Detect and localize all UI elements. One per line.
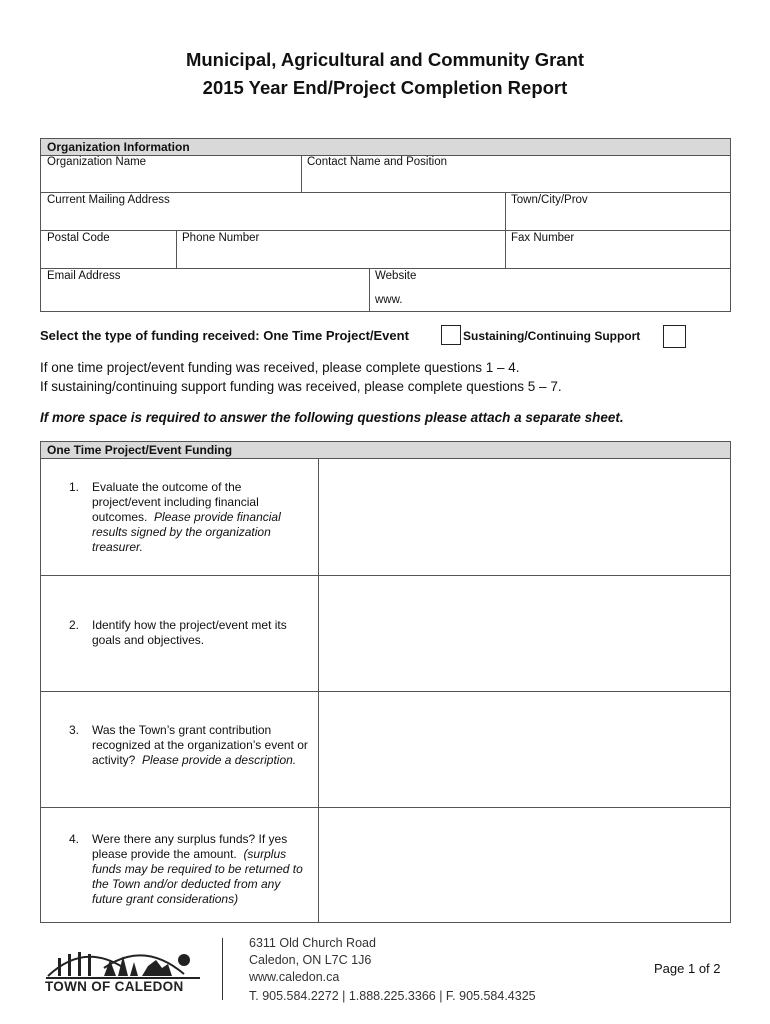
mailing-address-field[interactable]: Current Mailing Address — [47, 194, 170, 206]
website-field[interactable]: www. — [375, 294, 403, 306]
one-time-funding-header — [41, 442, 730, 459]
answer-3-area[interactable] — [319, 692, 729, 806]
divider — [176, 231, 177, 269]
answer-2-area[interactable] — [319, 576, 729, 690]
organization-info-title: Organization Information — [47, 140, 190, 154]
question-text: Identify how the project/event met its goals and objectives. — [92, 618, 287, 647]
contact-name-field[interactable]: Contact Name and Position — [307, 156, 447, 168]
organization-name-field[interactable]: Organization Name — [47, 156, 147, 168]
email-address-field[interactable]: Email Address — [47, 270, 121, 282]
question-note: (surplus funds may be required to be returned to the Town and/or deducted from any future grant considerations) — [92, 847, 303, 906]
space-note: If more space is required to answer the following questions please attach a separate sheet. — [40, 410, 624, 425]
answer-4-area[interactable] — [319, 808, 729, 922]
page-number: Page 1 of 2 — [654, 961, 721, 976]
divider — [41, 268, 730, 269]
question-text: Evaluate the outcome of the project/event including financial outcomes. — [92, 480, 259, 524]
question-number: 4. — [69, 832, 80, 846]
sustaining-label: Sustaining/Continuing Support — [463, 329, 641, 343]
footer-address-line2: Caledon, ON L7C 1J6 — [249, 953, 372, 967]
question-note: Please provide a description. — [142, 753, 297, 767]
divider — [41, 192, 730, 193]
instruction-sustaining: If sustaining/continuing support funding was received, please complete questions 5 – 7. — [40, 379, 562, 394]
one-time-funding-table — [40, 441, 731, 923]
town-city-prov-field[interactable]: Town/City/Prov — [511, 194, 588, 206]
website-label: Website — [375, 270, 417, 282]
question-number: 3. — [69, 723, 80, 737]
fax-number-field[interactable]: Fax Number — [511, 232, 575, 244]
phone-number-field[interactable]: Phone Number — [182, 232, 260, 244]
question-number: 1. — [69, 480, 80, 494]
answer-1-area[interactable] — [319, 459, 729, 574]
funding-type-label: Select the type of funding received: One Time Project/Event — [40, 328, 409, 343]
question-text: Was the Town’s grant contribution recognized at the organization’s event or activity? — [92, 723, 308, 767]
organization-info-header — [41, 139, 730, 156]
footer-divider — [222, 938, 223, 1000]
question-2 — [69, 618, 309, 648]
question-4 — [69, 832, 309, 907]
sustaining-checkbox[interactable] — [663, 325, 686, 348]
divider — [41, 230, 730, 231]
footer-website-link[interactable]: www.caledon.ca — [249, 970, 340, 984]
divider — [505, 193, 506, 269]
question-3 — [69, 723, 309, 768]
one-time-funding-title: One Time Project/Event Funding — [47, 443, 233, 457]
footer-phones: T. 905.584.2272 | 1.888.225.3366 | F. 905.584.4325 — [249, 989, 536, 1003]
question-1 — [69, 480, 309, 555]
question-number: 2. — [69, 618, 80, 632]
town-logo-text: TOWN OF CALEDON — [45, 979, 184, 994]
divider — [369, 269, 370, 311]
question-note: Please provide financial results signed by the organization treasurer. — [92, 510, 281, 554]
postal-code-field[interactable]: Postal Code — [47, 232, 110, 244]
question-text: Were there any surplus funds? If yes please provide the amount. — [92, 832, 288, 861]
one-time-checkbox[interactable] — [441, 325, 461, 345]
organization-info-table — [40, 138, 731, 312]
form-title-line1: Municipal, Agricultural and Community Grant — [185, 49, 585, 70]
form-title-line2: 2015 Year End/Project Completion Report — [202, 77, 568, 98]
instruction-one-time: If one time project/event funding was received, please complete questions 1 – 4. — [40, 360, 520, 375]
divider — [301, 155, 302, 193]
footer-address-line1: 6311 Old Church Road — [249, 936, 376, 950]
